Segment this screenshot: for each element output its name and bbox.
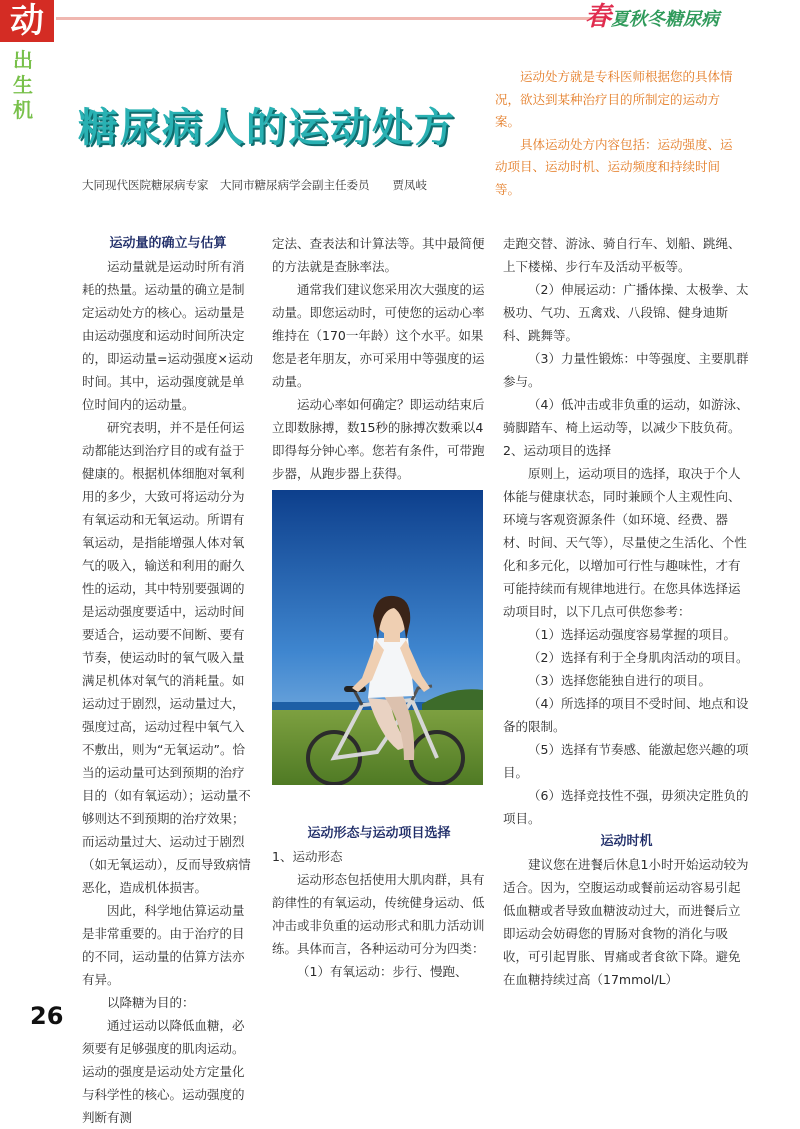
text-column-1: [82, 232, 254, 1129]
text-column-2: [272, 232, 486, 485]
body-paragraph: 因此，科学地估算运动量是非常重要的。由于治疗的目的不同，运动量的估算方法亦有异。: [82, 903, 245, 987]
sub-heading: 2、运动项目的选择: [503, 443, 611, 458]
intro-paragraph: 具体运动处方内容包括：运动强度、运动项目、运动时机、运动频度和持续时间等。: [495, 136, 733, 197]
list-item: （2）选择有利于全身肌肉活动的项目。: [528, 650, 749, 665]
author-line: 大同现代医院糖尿病专家 大同市糖尿病学会副主任委员 贾凤岐: [82, 178, 427, 192]
body-paragraph: 定法、查表法和计算法等。其中最简便的方法就是查脉率法。: [272, 236, 485, 274]
intro-paragraph: 运动处方就是专科医师根据您的具体情况，欲达到某种治疗目的所制定的运动方案。: [495, 69, 733, 129]
section-heading: 运动时机: [600, 834, 653, 849]
list-item: （4）所选择的项目不受时间、地点和设备的限制。: [503, 696, 749, 734]
body-paragraph: （1）有氧运动：步行、慢跑、: [297, 964, 468, 979]
body-paragraph: 运动心率如何确定？即运动结束后立即数脉搏，数15秒的脉搏次数乘以4即得每分钟心率。您若有条件，可带跑步器，从跑步器上获得。: [272, 397, 485, 481]
column-name-char: 机: [13, 98, 33, 122]
section-heading: 运动量的确立与估算: [109, 236, 227, 251]
cyclist-photo: [272, 490, 483, 785]
section-heading: 运动形态与运动项目选择: [307, 826, 451, 841]
body-paragraph: 运动量就是运动时所有消耗的热量。运动量的确立是制定运动处方的核心。运动量是由运动强度和运动时间所决定的，即运动量=运动强度×运动时间。其中，运动强度就是单位时间内的运动量。: [82, 259, 253, 412]
list-item: （4）低冲击或非负重的运动，如游泳、骑脚踏车、椅上运动等，以减少下肢负荷。: [503, 397, 749, 435]
season-banner-lead: 春: [585, 2, 612, 32]
text-column-3: [503, 232, 750, 991]
section-badge: 动: [0, 0, 54, 42]
season-banner: [585, 4, 795, 30]
cyclist-illustration: [272, 490, 483, 785]
list-item: （5）选择有节奏感、能激起您兴趣的项目。: [503, 742, 749, 780]
column-name-char: 出: [13, 48, 33, 72]
article-title: 糖尿病人的运动处方: [78, 105, 456, 151]
season-banner-rest: 夏秋冬糖尿病: [611, 9, 720, 30]
body-paragraph: 原则上，运动项目的选择，取决于个人体能与健康状态，同时兼顾个人主观性向、环境与客观资源条件（如环境、经费、器材、时间、天气等），尽量使之生活化、个性化和多元化，以增加可行性与趣味性，才有可能持续而有规律地进行。在您具体选择运动项目时，以下几点可供您参考：: [503, 466, 747, 619]
header-rule: [56, 17, 606, 20]
text-column-2-lower: [272, 822, 486, 983]
sub-heading: 1、运动形态: [272, 849, 343, 864]
list-item: （3）力量性锻炼：中等强度、主要肌群参与。: [503, 351, 749, 389]
page-number: 26: [30, 1002, 64, 1030]
column-name-char: 生: [13, 73, 33, 97]
body-paragraph: 建议您在进餐后休息1小时开始运动较为适合。因为，空腹运动或餐前运动容易引起低血糖或者导致血糖波动过大，而进餐后立即运动会妨碍您的胃肠对食物的消化与吸收，可引起胃胀、胃痛或者食欲下降。避免在血糖持续过高（17mmol/L）: [503, 857, 749, 987]
body-paragraph: 研究表明，并不是任何运动都能达到治疗目的或有益于健康的。根据机体细胞对氧利用的多少，大致可将运动分为有氧运动和无氧运动。所谓有氧运动，是指能增强人体对氧气的吸入，输送和利用的耐久性的运动，其中特别要强调的是运动强度要适中，运动时间要适合，运动要不间断、要有节奏，使运动时的氧气吸入量满足机体对氧气的消耗量。如运动过于剧烈，运动量过大，强度过高，运动过程中氧气入不敷出，则为“无氧运动”。恰当的运动量可达到预期的治疗目的（如有氧运动）；运动量不够则达不到预期的治疗效果；而运动量过大、运动过于剧烈（如无氧运动），反而导致病情恶化，造成机体损害。: [82, 420, 251, 895]
body-paragraph: 通过运动以降低血糖，必须要有足够强度的肌肉运动。运动的强度是运动处方定量化与科学性的核心。运动强度的判断有测: [82, 1018, 245, 1125]
list-item: （2）伸展运动：广播体操、太极拳、太极功、气功、五禽戏、八段锦、健身迪斯科、跳舞等。: [503, 282, 749, 343]
body-paragraph: 以降糖为目的：: [107, 995, 195, 1010]
list-item: （1）选择运动强度容易掌握的项目。: [528, 627, 736, 642]
list-item: （6）选择竞技性不强，毋须决定胜负的项目。: [503, 788, 749, 826]
body-paragraph: 运动形态包括使用大肌肉群，具有韵律性的有氧运动，传统健身运动、低冲击或非负重的运动形式和肌力活动训练。具体而言，各种运动可分为四类：: [272, 872, 485, 956]
list-item: （3）选择您能独自进行的项目。: [528, 673, 711, 688]
body-paragraph: 通常我们建议您采用次大强度的运动量。即您运动时，可使您的运动心率维持在（170一年龄）这个水平。如果您是老年朋友，亦可采用中等强度的运动量。: [272, 282, 485, 389]
body-paragraph: 走跑交替、游泳、骑自行车、划船、跳绳、上下楼梯、步行车及活动平板等。: [503, 236, 741, 274]
intro-box: [495, 66, 740, 201]
column-name: [8, 48, 38, 123]
